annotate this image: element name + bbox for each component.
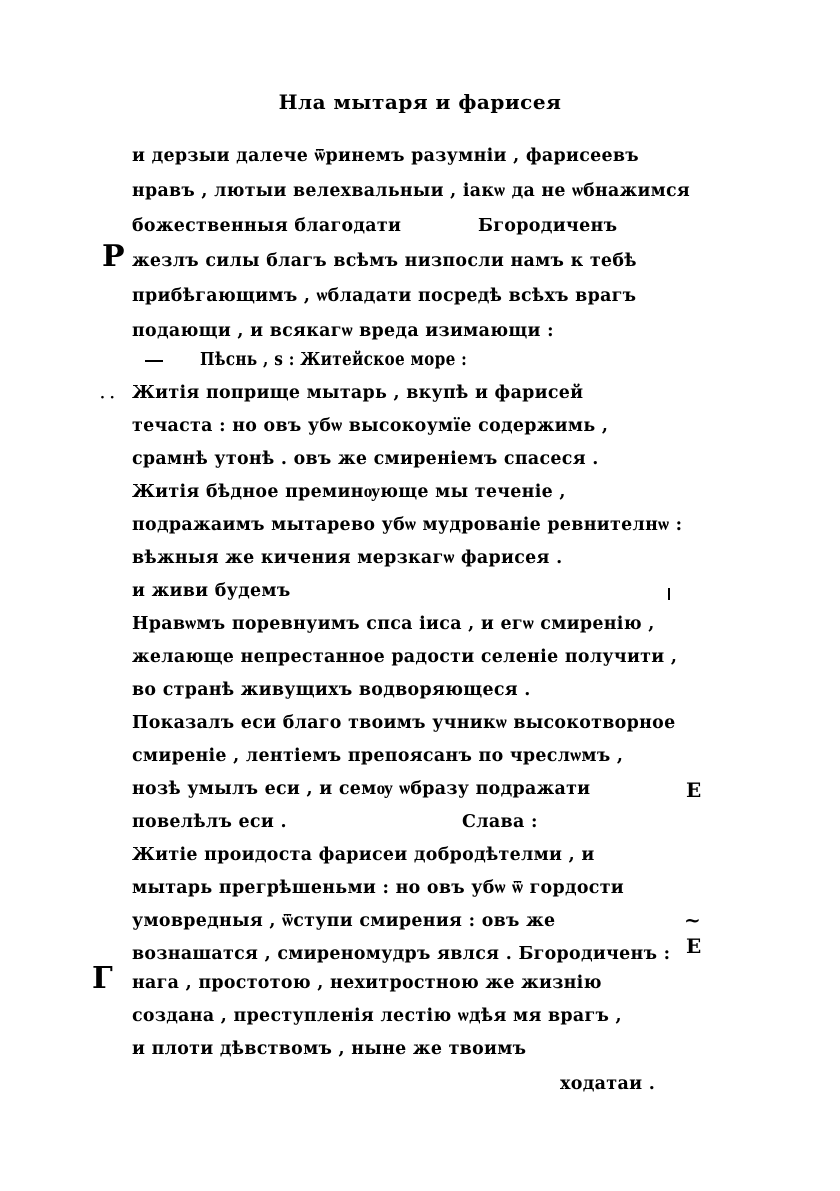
text-line-5: жезлъ силы благъ всѣмъ низпосли намъ к тебѣ — [132, 251, 637, 271]
text-line-9: Житія поприще мытарь , вкупѣ и фарисей — [132, 383, 584, 403]
text-line-13: подражаимъ мытарево убѡ мудрованіе ревнителнѡ : — [132, 515, 683, 535]
text-line-17: желающе непрестанное радости селеніе получити , — [132, 647, 678, 667]
text-line-7: подающи , и всякагѡ вреда изимающи : — [132, 321, 554, 341]
text-line-25: мытарь прегрѣшеньми : но овъ убѡ ѿ гордости — [132, 878, 625, 898]
text-line-12: Житія бѣдное преминѹюще мы теченіе , — [132, 482, 566, 502]
margin-mark-e-2: Е — [686, 934, 702, 958]
text-line-21: нозѣ умылъ еси , и семѹ ѡбразу подражати — [132, 779, 591, 799]
song-heading: Пѣснь , ѕ : Житейское море : — [200, 350, 468, 370]
margin-mark-tilde: ~ — [684, 908, 701, 932]
text-line-30: и плоти дѣвствомъ , ныне же твоимъ — [132, 1039, 527, 1059]
text-line-1: и дерзыи далече ѿринемъ разумніи , фарисеевъ — [132, 146, 639, 166]
bogorodichen-label-1: Бгородиченъ — [478, 216, 618, 236]
text-line-6: прибѣгающимъ , ѡбладати посредѣ всѣхъ врагъ — [132, 286, 637, 306]
initial-letter-g: Г — [92, 961, 113, 996]
text-line-15: и живи будемъ — [132, 581, 291, 601]
text-line-22: повелѣлъ еси . — [132, 812, 287, 832]
text-line-2: нравъ , лютыи велехвальныи , іакѡ да не ѡбнажимся — [132, 181, 691, 201]
text-line-10: течаста : но овъ убѡ высокоумїе содержимь , — [132, 416, 609, 436]
text-line-19: Показалъ еси благо твоимъ учникѡ высокотворное — [132, 713, 676, 733]
text-line-14: вѣжныя же кичения мерзкагѡ фарисея . — [132, 548, 563, 568]
margin-mark-e: Е — [686, 778, 702, 802]
slava-label: Слава : — [462, 812, 538, 832]
initial-letter-r: Р — [102, 239, 125, 274]
text-line-11: срамнѣ утонѣ . овъ же смиреніемъ спасеся . — [132, 449, 599, 469]
text-line-3: божественныя благодати — [132, 216, 402, 236]
page-header: Нла мытаря и фарисея — [278, 90, 562, 114]
text-line-26: умовредныя , ѿступи смирения : овъ же — [132, 911, 556, 931]
text-line-31: ходатаи . — [560, 1074, 656, 1094]
margin-tick — [668, 588, 670, 600]
text-line-28: нага , простотою , нехитростною же жизнію — [132, 973, 602, 993]
text-line-24: Житіе проидоста фарисеи добродѣтелми , и — [132, 845, 595, 865]
text-line-29: создана , преступленія лестію ѡдѣя мя врагъ , — [132, 1006, 622, 1026]
margin-specks: · · — [100, 390, 115, 406]
text-line-18: во странѣ живущихъ водворяющеся . — [132, 680, 531, 700]
dash-mark — [145, 360, 163, 362]
text-line-16: Нравѡмъ поревнуимъ спса іиса , и егѡ смиренію , — [132, 614, 655, 634]
text-line-20: смиреніе , лентіемъ препоясанъ по чреслѡмъ , — [132, 746, 624, 766]
text-line-27: вознашатся , смиреномудръ явлся . Бгородиченъ : — [132, 944, 671, 964]
